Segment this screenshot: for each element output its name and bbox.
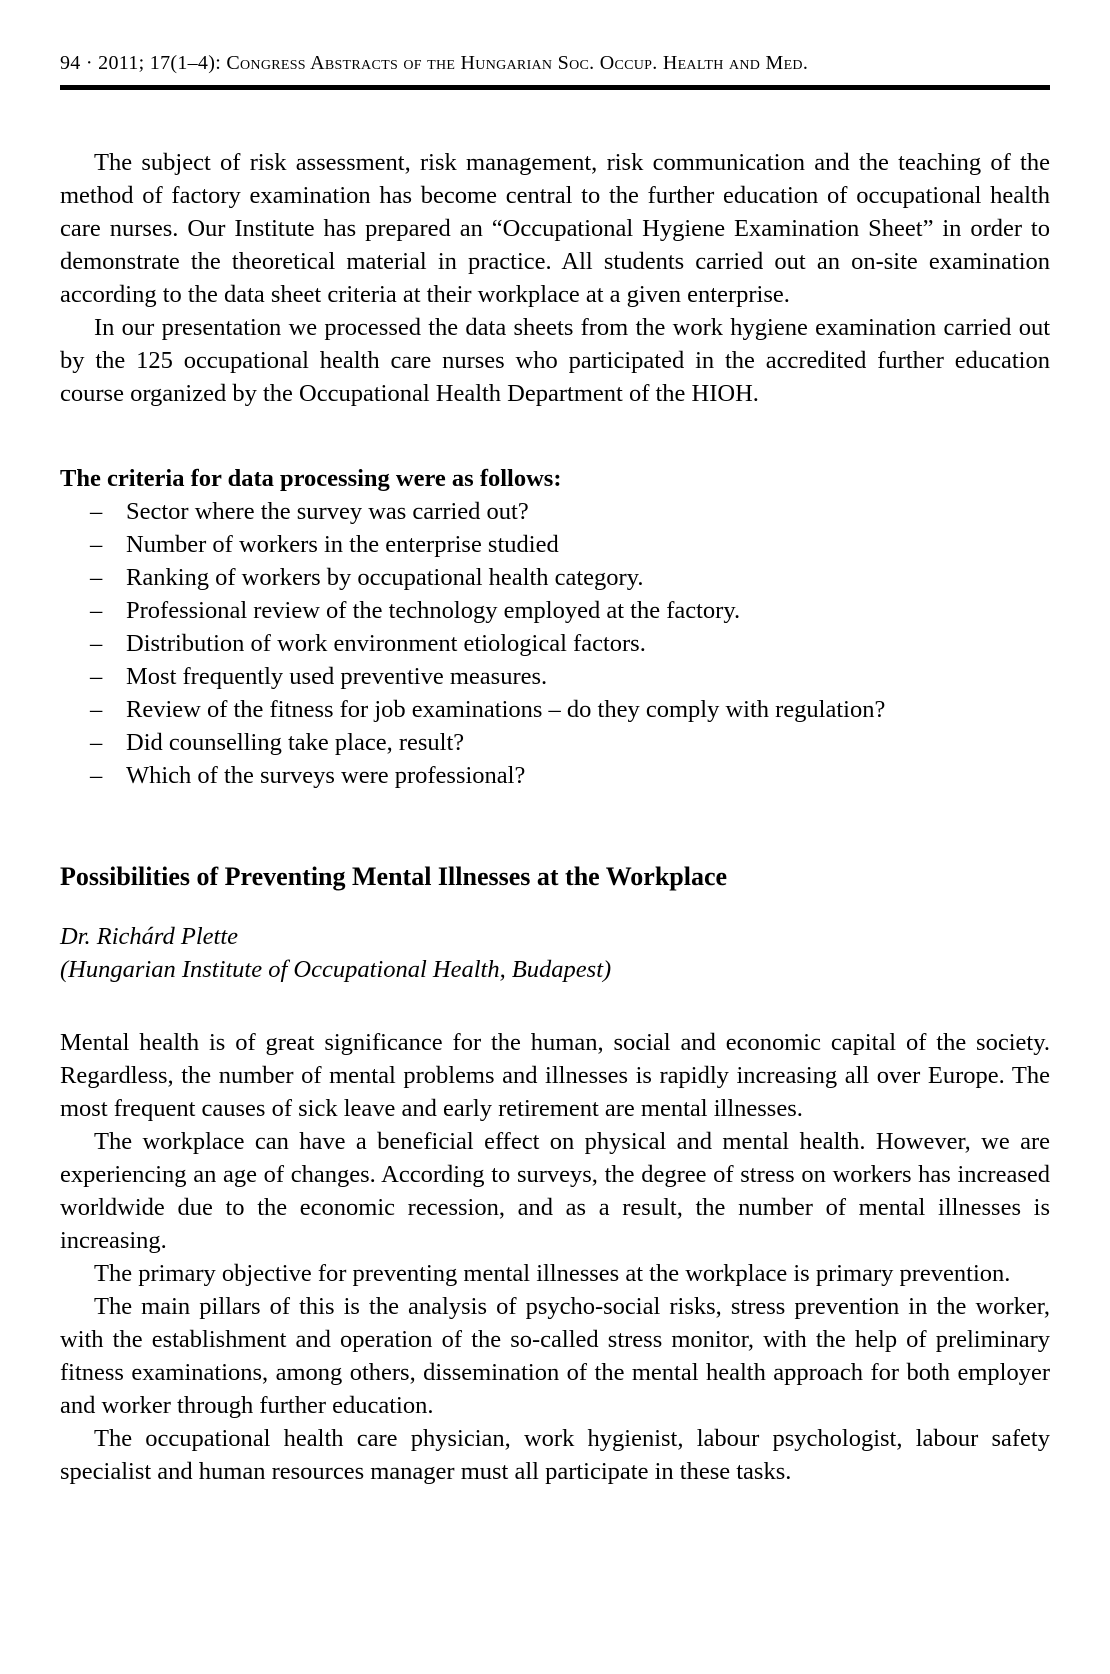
running-head-issue: 94 · 2011; 17(1–4): [60,52,227,74]
dash-bullet: – [90,729,103,756]
list-item-text: Professional review of the technology employed at the factory. [126,597,741,624]
dash-bullet: – [90,762,103,789]
dash-bullet: – [90,630,103,657]
paragraph: The occupational health care physician, work hygienist, labour psychologist, labour safety specialist and human resources manager must all participate in these tasks. [60,1425,1050,1485]
list-item [60,726,1050,759]
paragraph: In our presentation we processed the data sheets from the work hygiene examination carried out by the 125 occupational health care nurses who participated in the accredited further education course organized by the Occupational Health Department of the HIOH. [60,314,1050,407]
list-item [60,759,1050,792]
author-name: Dr. Richárd Plette [60,923,239,950]
list-item [60,495,1050,528]
list-item-text: Sector where the survey was carried out? [126,498,529,525]
dash-bullet: – [90,663,103,690]
list-item [60,594,1050,627]
running-head [60,52,1050,90]
paragraph: The main pillars of this is the analysis of psycho-social risks, stress prevention in the worker, with the establishment and operation of the so-called stress monitor, with the help of preliminary fitness examinations, among others, dissemination of the mental health approach for both employer and worker through further education. [60,1293,1050,1419]
list-item-text: Number of workers in the enterprise studied [126,531,559,558]
dash-bullet: – [90,597,103,624]
byline [60,920,1050,986]
list-item-text: Ranking of workers by occupational health category. [126,564,644,591]
criteria-heading: The criteria for data processing were as follows: [60,465,562,492]
dash-bullet: – [90,498,103,525]
abstract-title: Possibilities of Preventing Mental Illnesses at the Workplace [60,862,728,891]
paragraph: Mental health is of great significance for the human, social and economic capital of the society. Regardless, the number of mental problems and illnesses is rapidly increasing all over Europe. The most frequent causes of sick leave and early retirement are mental illnesses. [60,1029,1050,1122]
author-affiliation: (Hungarian Institute of Occupational Health, Budapest) [60,956,612,983]
criteria-list [60,495,1050,792]
paragraph: The workplace can have a beneficial effect on physical and mental health. However, we are experiencing an age of changes. According to surveys, the degree of stress on workers has increased worldwide due to the economic recession, and as a result, the number of mental illnesses is increasing. [60,1128,1050,1254]
list-item-text: Distribution of work environment etiological factors. [126,630,646,657]
paragraph: The subject of risk assessment, risk management, risk communication and the teaching of the method of factory examination has become central to the further education of occupational health care nurses. Our Institute has prepared an “Occupational Hygiene Examination Sheet” in order to demonstrate the theoretical material in practice. All students carried out an on-site examination according to the data sheet criteria at their workplace at a given enterprise. [60,149,1050,308]
dash-bullet: – [90,564,103,591]
list-item [60,660,1050,693]
list-item-text: Did counselling take place, result? [126,729,465,756]
list-item-text: Most frequently used preventive measures. [126,663,548,690]
list-item [60,528,1050,561]
abstract-continued-section [60,146,1050,1488]
list-item [60,627,1050,660]
abstract-body [60,1026,1050,1488]
list-item-text: Which of the surveys were professional? [126,762,526,789]
dash-bullet: – [90,531,103,558]
paragraph: The primary objective for preventing mental illnesses at the workplace is primary prevention. [94,1260,1011,1287]
list-item [60,693,1050,726]
running-head-title: Congress Abstracts of the Hungarian Soc. Occup. Health and Med. [226,52,809,74]
list-item-text: Review of the fitness for job examinations – do they comply with regulation? [126,696,886,723]
list-item [60,561,1050,594]
dash-bullet: – [90,696,103,723]
